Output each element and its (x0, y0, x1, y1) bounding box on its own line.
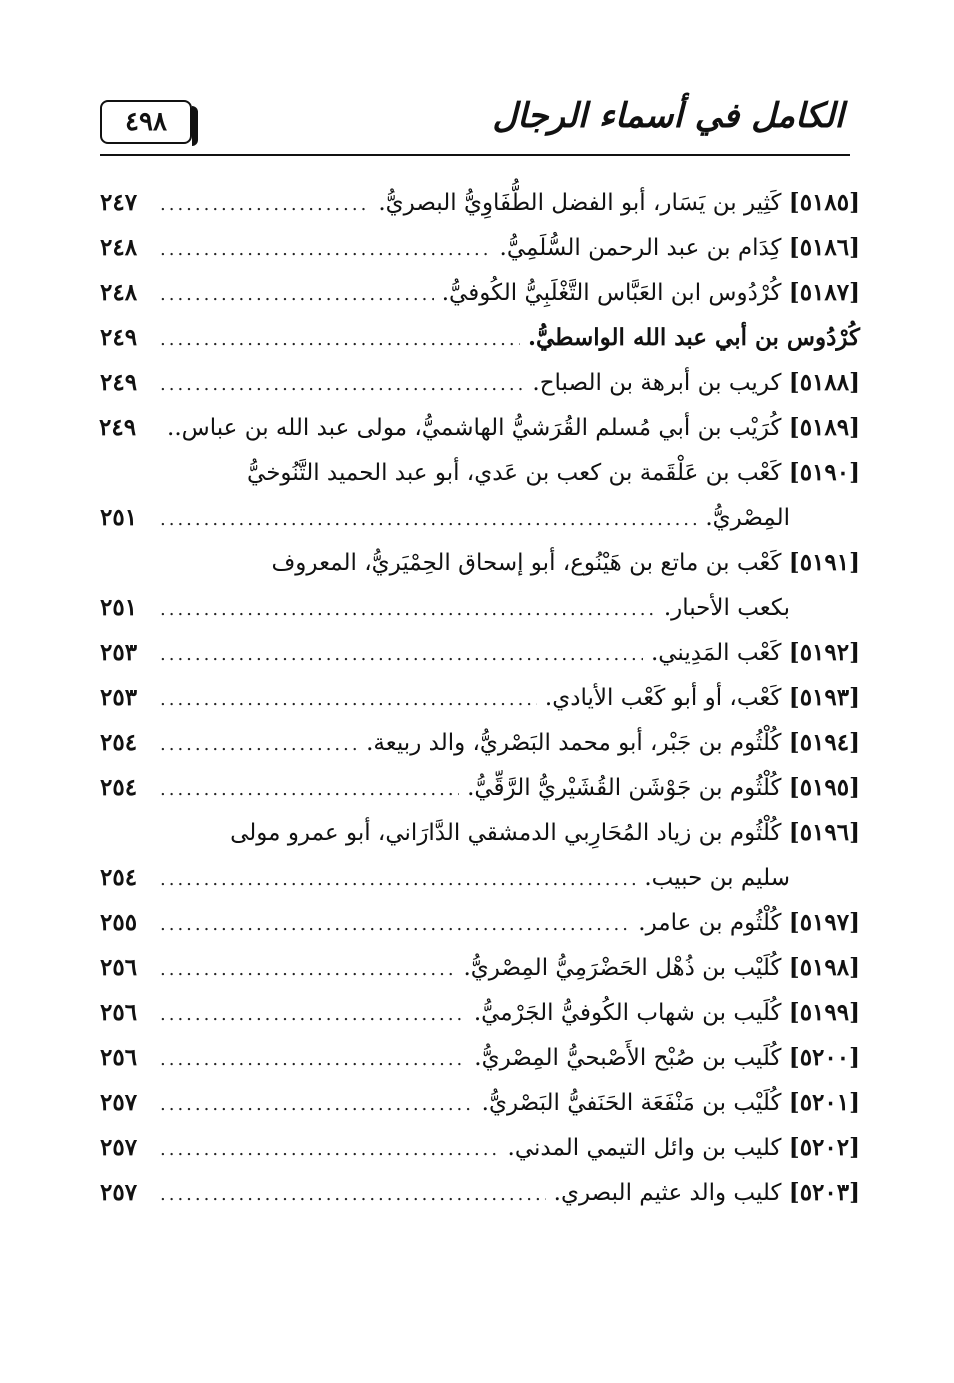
dot-leader (160, 677, 537, 722)
dot-leader (160, 632, 643, 677)
entry-title: كُرْدُوس بن أبي عبد الله الواسطيُّ. (527, 324, 860, 351)
toc-entry (100, 1080, 860, 1125)
toc-entry-line2 (100, 495, 860, 540)
toc-entry (100, 405, 860, 450)
toc-entry (100, 1170, 860, 1215)
header-rule (100, 154, 850, 156)
entry-page: ٢٥٥ (100, 909, 138, 936)
entry-title: كِدَام بن عبد الرحمن السُّلَمِيُّ. (499, 235, 782, 261)
entry-page: ٢٥١ (100, 594, 138, 621)
page-number-box (100, 100, 192, 144)
toc-entry-unnumbered (100, 315, 860, 360)
entry-title: كَعْب بن ماتع بن هَيْنُوع، أبو إسحاق الحِمْيَريُّ، المعروف (271, 550, 782, 576)
entry-page: ٢٤٨ (100, 234, 138, 261)
entry-title: كُلَيب بن صُبْح الأَصْبحيُّ المِصْريُّ. (474, 1045, 782, 1071)
dot-leader (160, 1037, 466, 1082)
toc-entry (100, 990, 860, 1035)
dot-leader (160, 182, 370, 227)
toc-entry (100, 945, 860, 990)
entry-number: [٥١٩٣] (788, 684, 860, 711)
entry-page: ٢٥٧ (100, 1134, 138, 1161)
toc-entry (100, 1035, 860, 1080)
entry-title: كَعْب بن عَلْقَمة بن كعب بن عَدي، أبو عبد الحميد التَّنُوخيُّ (247, 460, 782, 486)
entry-page: ٢٥٦ (100, 1044, 138, 1071)
dot-leader (160, 362, 524, 407)
toc-entry (100, 900, 860, 945)
entry-title: كُلْثُوم بن عامر. (638, 910, 782, 936)
toc-entry (100, 675, 860, 720)
toc-entry-line2 (100, 855, 860, 900)
entry-title-continued: بكعب الأحبار. (663, 595, 790, 621)
entry-page: ٢٤٩ (100, 369, 138, 396)
entry-number: [٥١٩٧] (788, 909, 860, 936)
dot-leader (160, 272, 434, 317)
entry-number: [٥١٩٦] (788, 819, 860, 846)
entry-page: ٢٥٧ (100, 1089, 138, 1116)
entry-number: [٥١٨٦] (788, 234, 860, 261)
entry-page: ٢٥٣ (100, 684, 138, 711)
entry-number: [٥١٩٩] (788, 999, 860, 1026)
dot-leader (160, 587, 656, 632)
dot-leader (160, 857, 636, 902)
dot-leader (160, 1082, 474, 1127)
entry-title-continued: سليم بن حبيب. (644, 865, 790, 891)
dot-leader (160, 992, 466, 1037)
entry-title-continued: المِصْريُّ. (705, 505, 790, 531)
book-title: الكامل في أسماء الرجال (492, 96, 844, 136)
dot-leader (160, 902, 630, 947)
entry-number: [٥١٩٢] (788, 639, 860, 666)
toc-entry (100, 225, 860, 270)
entry-page: ٢٥٣ (100, 639, 138, 666)
dot-leader (160, 227, 492, 272)
toc-entry-line1 (100, 450, 860, 495)
toc-entry-line1 (100, 810, 860, 855)
entry-title: كَعْب المَدِيني. (650, 640, 782, 666)
toc-entry (100, 630, 860, 675)
toc-entry-line1 (100, 540, 860, 585)
entry-title: كليب والد عثيم البصري. (553, 1180, 782, 1206)
entry-title: كُلَيب بن شهاب الكُوفيُّ الجَرْميُّ. (473, 1000, 782, 1026)
dot-leader (160, 1127, 500, 1172)
table-of-contents (100, 180, 860, 1215)
toc-entry-line2 (100, 585, 860, 630)
entry-page: ٢٥٤ (100, 774, 138, 801)
entry-title: كُلْثُوم بن زياد المُحَارِبي الدمشقي الدَّارَاني، أبو عمرو مولى (230, 820, 782, 846)
entry-page: ٢٤٨ (100, 279, 138, 306)
entry-number: [٥١٩٨] (788, 954, 860, 981)
dot-leader (160, 317, 520, 362)
entry-number: [٥٢٠٣] (788, 1179, 860, 1206)
entry-number: [٥٢٠١] (788, 1089, 860, 1116)
entry-page: ٢٥٦ (100, 954, 138, 981)
entry-number: [٥٢٠٠] (788, 1044, 860, 1071)
entry-number: [٥١٨٩] (788, 414, 860, 441)
toc-entry (100, 765, 860, 810)
dot-leader (160, 767, 459, 812)
entry-number: [٥١٨٨] (788, 369, 860, 396)
entry-page: ٢٤٩ (99, 414, 137, 441)
entry-number: [٥١٨٧] (788, 279, 860, 306)
dot-leader (160, 497, 697, 542)
page-header (100, 88, 850, 156)
entry-number: [٥١٩٤] (788, 729, 860, 756)
entry-title: كُرَيْب بن أبي مُسلم القُرَشيُّ الهاشميُّ، مولى عبد الله بن عباس.. (167, 415, 782, 441)
entry-number: [٥٢٠٢] (788, 1134, 860, 1161)
entry-page: ٢٥٧ (100, 1179, 138, 1206)
entry-number: [٥١٨٥] (788, 189, 860, 216)
entry-title: كُلْثُوم بن جَوْشَن القُشَيْريُّ الرَّقِّيُّ. (467, 775, 782, 801)
dot-leader (160, 722, 358, 767)
dot-leader (160, 947, 455, 992)
toc-entry (100, 720, 860, 765)
dot-leader (160, 1172, 546, 1217)
entry-number: [٥١٩٥] (788, 774, 860, 801)
toc-entry (100, 270, 860, 315)
entry-page: ٢٤٩ (100, 324, 138, 351)
entry-title: كُلْثُوم بن جَبْر، أبو محمد البَصْريُّ، والد ربيعة. (366, 730, 782, 756)
entry-title: كُلَيْب بن ذُهْل الحَضْرَمِيُّ المِصْريُّ. (463, 955, 782, 981)
toc-entry (100, 1125, 860, 1170)
entry-title: كُرْدُوس ابن العَبَّاس التَّغْلَبِيُّ الكُوفيُّ. (441, 280, 782, 306)
toc-entry (100, 180, 860, 225)
entry-title: كُلَيْب بن مَنْفَعَة الحَنَفيُّ البَصْريُّ. (481, 1090, 782, 1116)
entry-page: ٢٥٤ (100, 864, 138, 891)
entry-page: ٢٥٤ (100, 729, 138, 756)
page-number: ٤٩٨ (125, 107, 167, 137)
entry-page: ٢٤٧ (100, 189, 138, 216)
entry-title: كَعْب، أو أبو كَعْب الأيادي. (544, 685, 782, 711)
entry-number: [٥١٩٠] (788, 459, 860, 486)
entry-page: ٢٥١ (100, 504, 138, 531)
entry-title: كريب بن أبرهة بن الصباح. (532, 370, 782, 396)
entry-title: كَثِير بن يَسَار، أبو الفضل الطُّفَاوِيُّ البصريُّ. (378, 190, 782, 216)
toc-entry (100, 360, 860, 405)
entry-number: [٥١٩١] (788, 549, 860, 576)
entry-title: كليب بن وائل التيمي المدني. (507, 1135, 782, 1161)
entry-page: ٢٥٦ (100, 999, 138, 1026)
